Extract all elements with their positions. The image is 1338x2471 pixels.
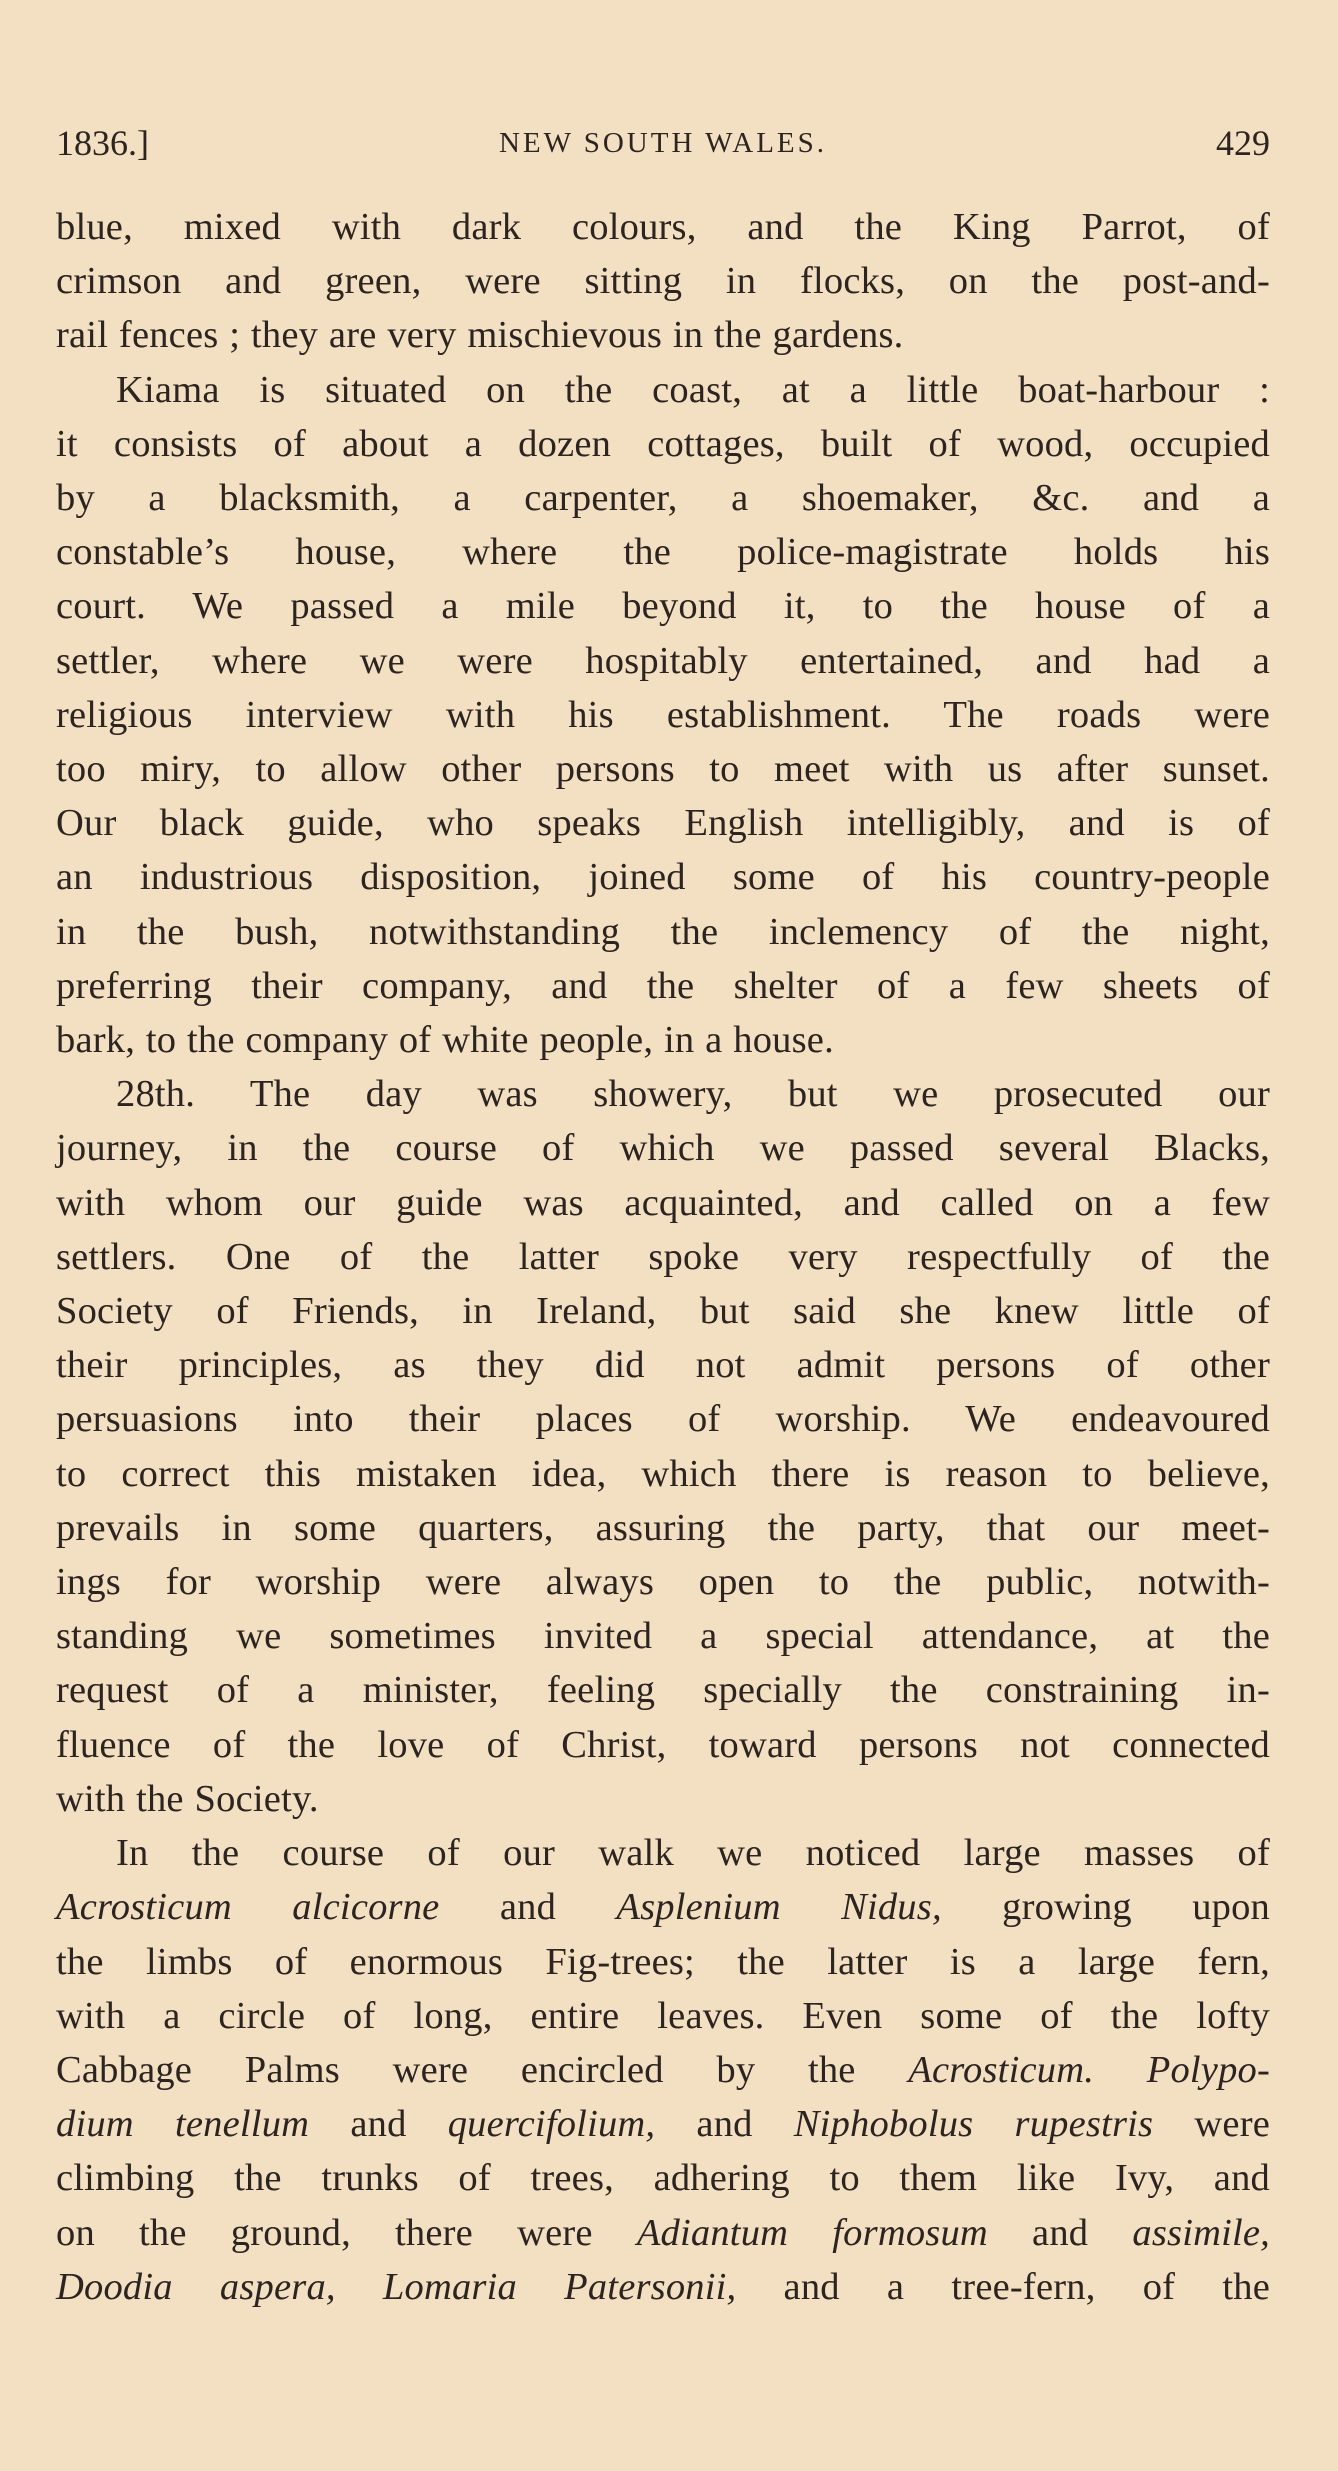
text-line: religious interview with his establishment. The roads were	[56, 693, 1270, 736]
text-line	[56, 1989, 1270, 2043]
text-line: constable’s house, where the police-magistrate holds his	[56, 531, 1270, 574]
text-line	[56, 2097, 1270, 2151]
text-line: settlers. One of the latter spoke very respectfully of the	[56, 1235, 1270, 1278]
body-text	[56, 200, 1270, 2314]
text-line	[56, 2043, 1270, 2097]
species-name: Acrosticum.	[908, 2048, 1095, 2091]
text-line: crimson and green, were sitting in flocks, on the post-and-	[56, 260, 1270, 303]
text-line: 28th. The day was showery, but we prosecuted our	[116, 1073, 1270, 1116]
paragraph	[56, 200, 1270, 363]
text-line: Kiama is situated on the coast, at a little boat-harbour :	[116, 368, 1270, 411]
species-name: Acrosticum alcicorne	[56, 1886, 440, 1929]
text-run: growing upon	[941, 1886, 1270, 1929]
text-run: and	[655, 2103, 794, 2146]
running-head	[56, 118, 1270, 168]
header-title: NEW SOUTH WALES.	[498, 127, 828, 159]
text-run: were	[1153, 2103, 1271, 2146]
text-line	[56, 2151, 1270, 2205]
text-run: the limbs of enormous Fig-trees; the latter is a large fern,	[56, 1940, 1270, 1983]
paragraph	[56, 1067, 1270, 1826]
text-line: in the bush, notwithstanding the inclemency of the night,	[56, 910, 1270, 953]
text-line: with whom our guide was acquainted, and called on a few	[56, 1181, 1270, 1224]
text-line: prevails in some quarters, assuring the party, that our meet-	[56, 1506, 1270, 1549]
text-line: court. We passed a mile beyond it, to the house of a	[56, 585, 1270, 628]
species-name: Asplenium Nidus,	[616, 1886, 942, 1929]
text-line: standing we sometimes invited a special attendance, at the	[56, 1615, 1270, 1658]
species-name: Polypo-	[1146, 2048, 1271, 2091]
text-run	[336, 2266, 383, 2308]
species-name: dium tenellum	[56, 2103, 310, 2146]
text-line: bark, to the company of white people, in a house.	[56, 1019, 834, 1062]
text-line: request of a minister, feeling specially the constraining in-	[56, 1669, 1270, 1712]
text-line: ings for worship were always open to the public, notwith-	[56, 1561, 1270, 1604]
text-line	[56, 1826, 1270, 1880]
text-line: persuasions into their places of worship. We endeavoured	[56, 1398, 1270, 1441]
text-line: fluence of the love of Christ, toward persons not connected	[56, 1723, 1270, 1766]
text-line: too miry, to allow other persons to meet with us after sunset.	[56, 748, 1270, 791]
text-line: blue, mixed with dark colours, and the King Parrot, of	[56, 206, 1270, 248]
text-line: their principles, as they did not admit persons of other	[56, 1344, 1270, 1387]
text-line: journey, in the course of which we passed several Blacks,	[56, 1127, 1270, 1170]
species-name: quercifolium,	[447, 2103, 656, 2146]
text-run: with a circle of long, entire leaves. Even some of the lofty	[56, 1994, 1270, 2037]
species-name: Lomaria Patersonii,	[382, 2265, 737, 2308]
text-line: to correct this mistaken idea, which there is reason to believe,	[56, 1452, 1270, 1495]
text-run: on the ground, there were	[56, 2211, 637, 2254]
text-run: and	[309, 2103, 448, 2146]
text-line: with the Society.	[56, 1777, 319, 1820]
text-line: an industrious disposition, joined some of his country-people	[56, 856, 1270, 899]
text-run: and	[439, 1886, 617, 1929]
species-name: Niphobolus rupestris	[793, 2103, 1154, 2146]
paragraph	[56, 1826, 1270, 2314]
text-line	[56, 2260, 1270, 2314]
text-line: it consists of about a dozen cottages, built of wood, occupied	[56, 422, 1270, 465]
text-run: climbing the trunks of trees, adhering to them like Ivy, and	[56, 2157, 1270, 2200]
text-line	[56, 1935, 1270, 1989]
text-line	[56, 2206, 1270, 2260]
text-line: rail fences ; they are very mischievous in the gardens.	[56, 314, 904, 357]
text-line: Society of Friends, in Ireland, but said she knew little of	[56, 1290, 1270, 1333]
text-line: Our black guide, who speaks English intelligibly, and is of	[56, 802, 1270, 845]
text-run: and a tree-fern, of the	[736, 2265, 1270, 2308]
paragraph	[56, 363, 1270, 1068]
text-line: settler, where we were hospitably entertained, and had a	[56, 639, 1270, 682]
species-name: assimile,	[1132, 2211, 1270, 2254]
text-line: by a blacksmith, a carpenter, a shoemaker, &c. and a	[56, 477, 1270, 520]
text-line	[56, 1880, 1270, 1934]
species-name: Doodia aspera,	[56, 2265, 336, 2308]
text-run: and	[987, 2211, 1133, 2254]
page-number: 429	[1216, 123, 1270, 163]
species-name: Adiantum formosum	[636, 2211, 988, 2254]
text-run	[1094, 2049, 1147, 2091]
text-run: In the course of our walk we noticed large masses of	[116, 1832, 1270, 1875]
header-year: 1836.]	[56, 123, 149, 163]
text-line: preferring their company, and the shelter of a few sheets of	[56, 964, 1270, 1007]
text-run: Cabbage Palms were encircled by the	[56, 2048, 909, 2091]
